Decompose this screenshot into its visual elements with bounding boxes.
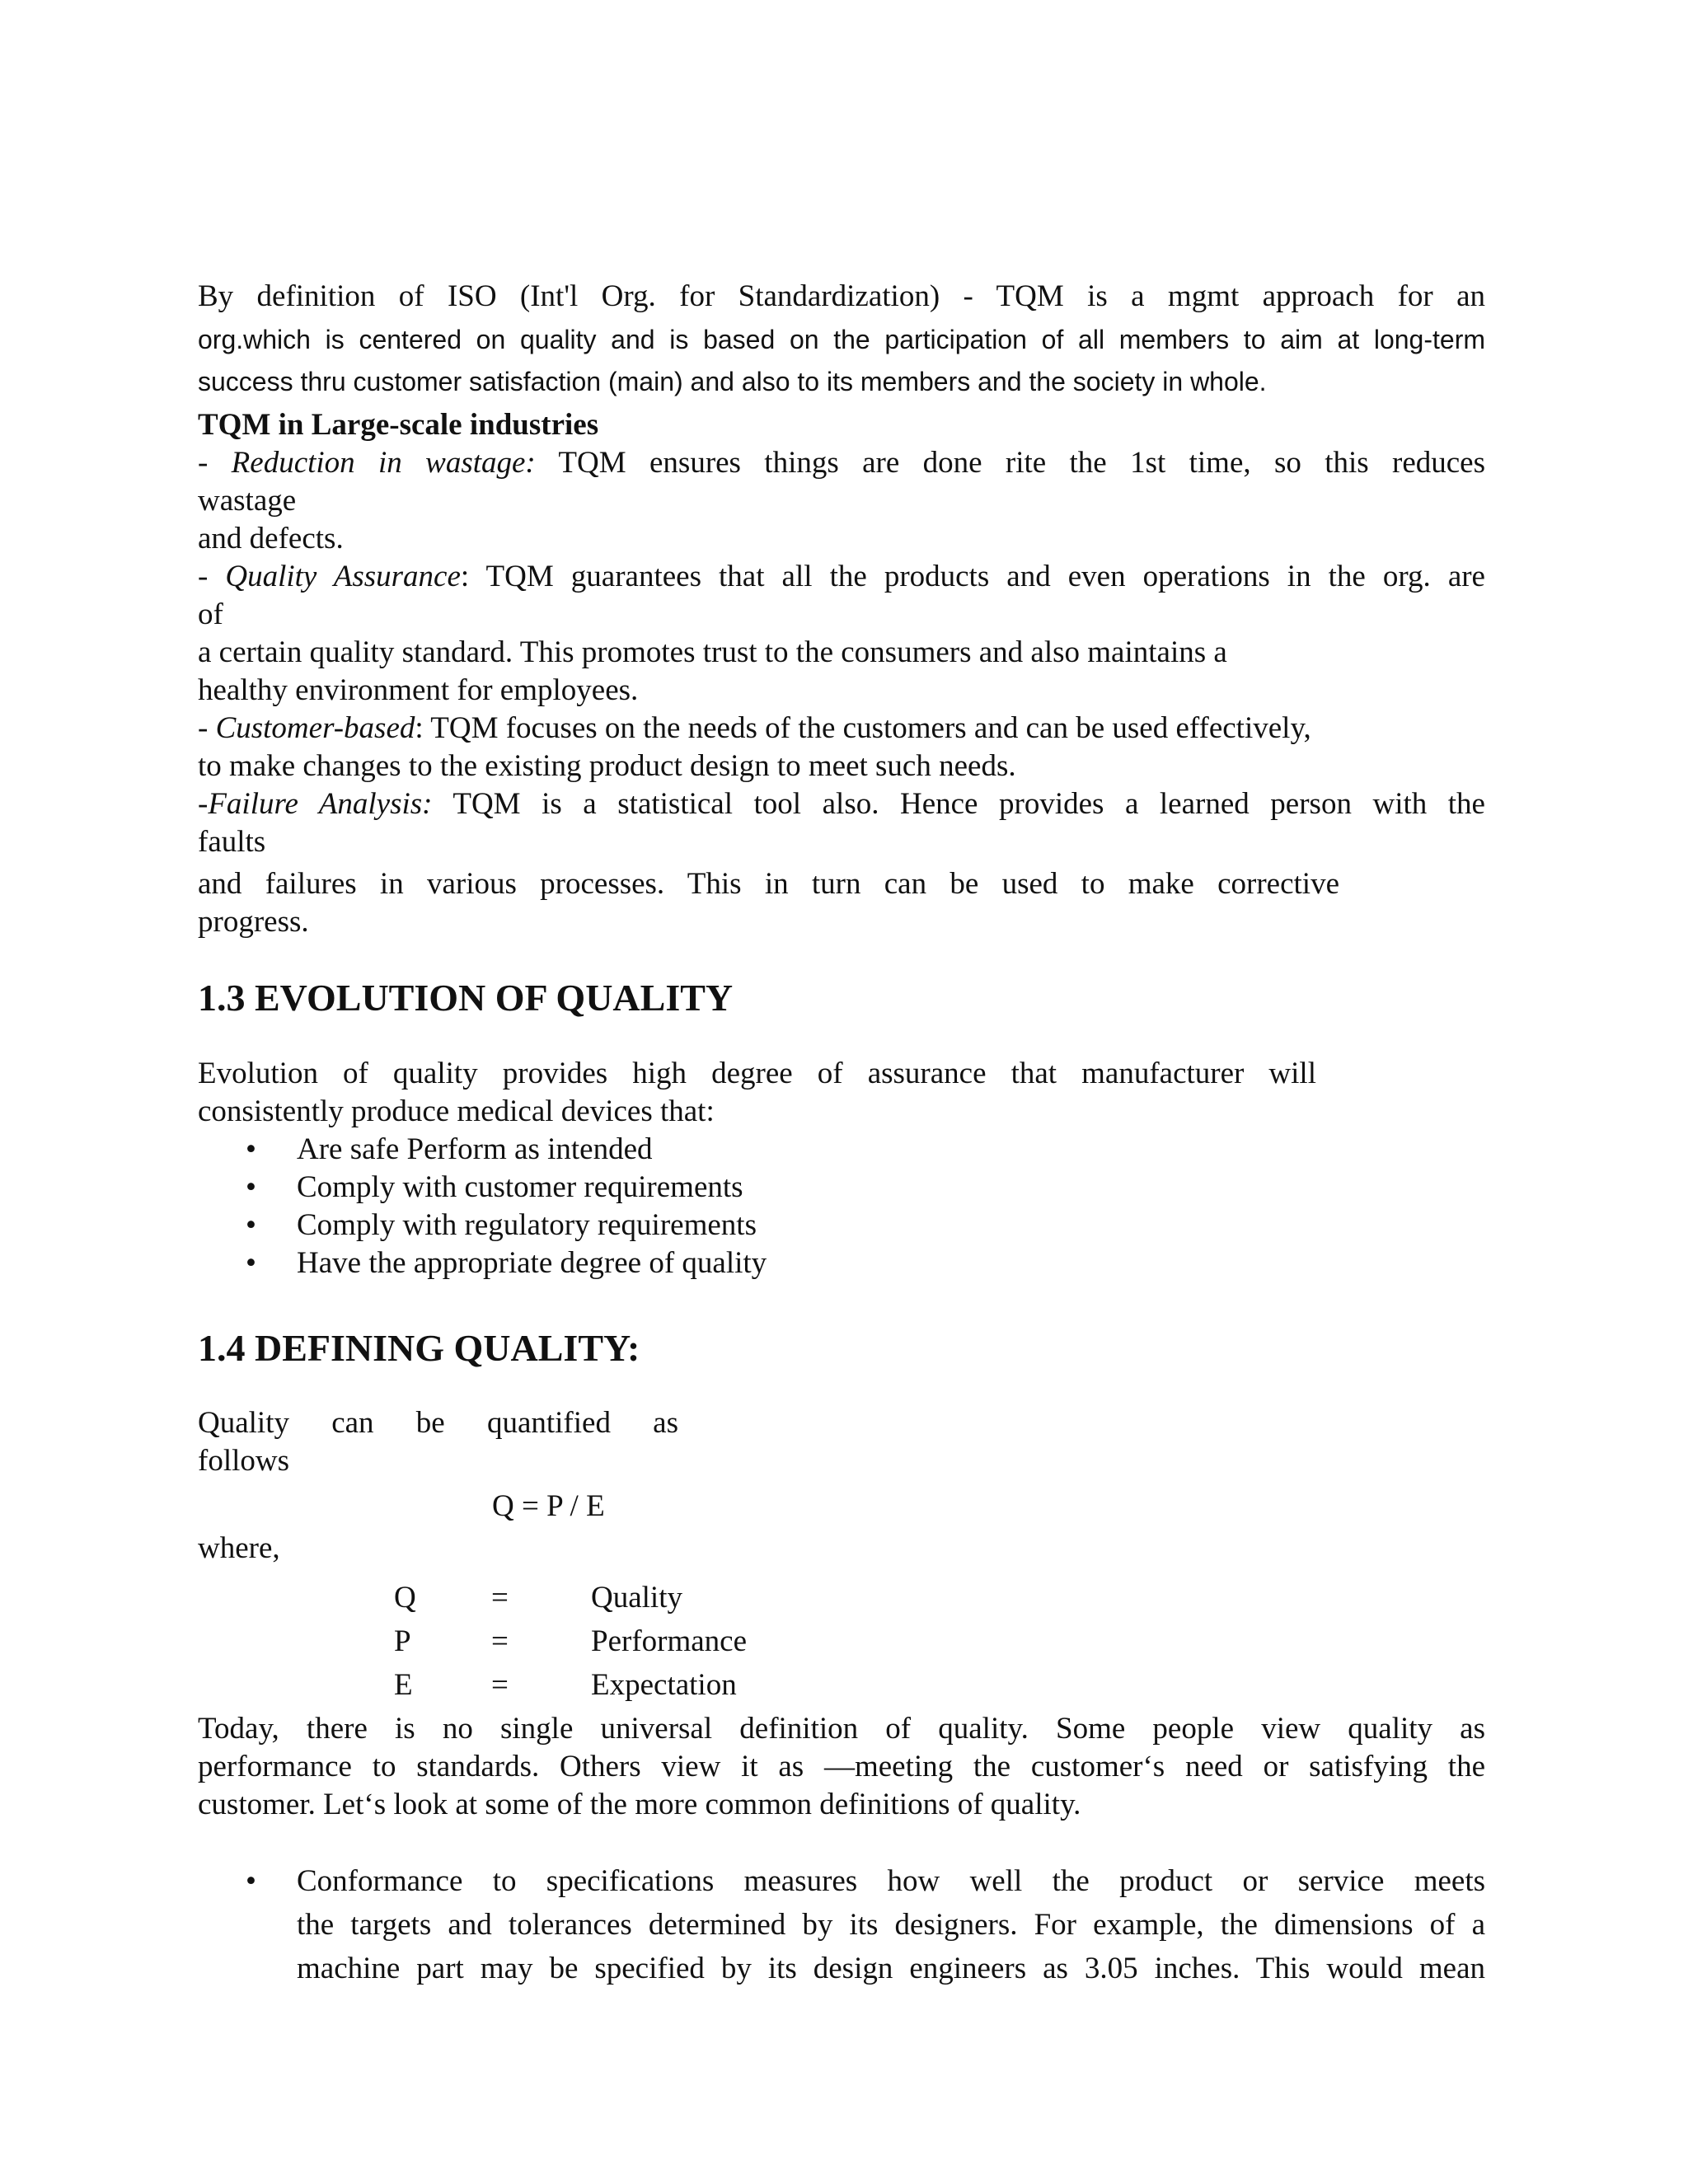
bullet-marker: •: [246, 1132, 256, 1166]
item-term: Customer-based: [215, 711, 415, 745]
item-text: TQM ensures things are done rite the 1st time, so this reduces: [535, 446, 1485, 480]
item-prefix: -: [198, 446, 232, 480]
bullet-marker: •: [246, 1170, 256, 1204]
list-item: • Comply with customer requirements: [198, 1169, 1485, 1207]
item-text: TQM is a statistical tool also. Hence provides a learned person with the: [432, 787, 1485, 821]
bullet-marker: •: [246, 1208, 256, 1242]
intro-line-2: org.which is centered on quality and is based on the participation of all members to aim at long-term: [198, 325, 1485, 354]
today-line-3: customer. Let‘s look at some of the more common definitions of quality.: [198, 1788, 1081, 1821]
tqm-item-customer-cont: to make changes to the existing product design to meet such needs.: [198, 749, 1016, 783]
item-text: : TQM focuses on the needs of the customers and can be used effectively,: [415, 711, 1311, 745]
item-text: : TQM guarantees that all the products and even operations in the org. are: [460, 560, 1485, 593]
tqm-item-assurance-cont-2: healthy environment for employees.: [198, 673, 639, 707]
section-1-3-heading: 1.3 EVOLUTION OF QUALITY: [198, 977, 734, 1019]
tqm-item-assurance-wrap: of: [198, 598, 223, 631]
tqm-item-failure-cont-1: and failures in various processes. This in turn can be used to make corrective: [198, 867, 1339, 901]
conformance-bullet-list: [198, 1859, 1485, 1990]
tqm-item-customer: [198, 710, 1485, 748]
intro-line-3: success thru customer satisfaction (main) and also to its members and the society in whole.: [198, 367, 1267, 396]
bullet-marker: •: [246, 1246, 256, 1280]
item-prefix: -: [198, 711, 216, 745]
item-term: Reduction in wastage:: [231, 446, 536, 480]
conformance-line-2: the targets and tolerances determined by its designers. For example, the dimensions of a: [297, 1908, 1485, 1942]
tqm-item-failure-cont-2: progress.: [198, 905, 309, 939]
quantified-line-1: Quality can be quantified as: [198, 1406, 678, 1440]
today-line-2: performance to standards. Others view it as ―meeting the customer‘s need or satisfying the: [198, 1750, 1485, 1783]
tqm-item-reduction: [198, 444, 1485, 482]
item-prefix: -: [198, 787, 209, 821]
tqm-item-assurance-cont-1: a certain quality standard. This promotes trust to the consumers and also maintains a: [198, 635, 1227, 669]
tqm-item-failure: [198, 785, 1485, 823]
item-term: Quality Assurance: [225, 560, 461, 593]
bullet-marker: •: [246, 1864, 256, 1898]
intro-line-1: By definition of ISO (Int'l Org. for Standardization) - TQM is a mgmt approach for an: [198, 279, 1485, 313]
definition-row-e: E = Expectation: [394, 1668, 737, 1702]
conformance-line-1: Conformance to specifications measures how well the product or service meets: [297, 1864, 1485, 1898]
definition-row-q: Q = Quality: [394, 1581, 682, 1615]
tqm-item-reduction-cont: and defects.: [198, 522, 344, 555]
list-item: • Comply with regulatory requirements: [198, 1207, 1485, 1244]
list-item: • Are safe Perform as intended: [198, 1131, 1485, 1169]
where-label: where,: [198, 1531, 280, 1565]
list-item: [198, 1859, 1485, 1990]
tqm-item-assurance: [198, 558, 1485, 596]
tqm-heading: TQM in Large-scale industries: [198, 408, 599, 442]
definition-row-p: P = Performance: [394, 1624, 748, 1658]
conformance-line-3: machine part may be specified by its design engineers as 3.05 inches. This would mean: [297, 1952, 1485, 1985]
today-line-1: Today, there is no single universal definition of quality. Some people view quality as: [198, 1712, 1485, 1746]
quantified-line-2: follows: [198, 1444, 289, 1478]
evolution-para-line-1: Evolution of quality provides high degree of assurance that manufacturer will: [198, 1057, 1316, 1090]
evolution-bullet-list: [198, 1131, 1485, 1282]
section-1-4-heading: 1.4 DEFINING QUALITY:: [198, 1327, 640, 1369]
tqm-item-failure-wrap: faults: [198, 825, 266, 859]
quality-formula: Q = P / E: [492, 1489, 605, 1523]
list-item: • Have the appropriate degree of quality: [198, 1244, 1485, 1282]
tqm-item-reduction-wrap: wastage: [198, 484, 297, 518]
item-term: Failure Analysis:: [208, 787, 433, 821]
evolution-para-line-2: consistently produce medical devices that:: [198, 1094, 715, 1128]
item-prefix: -: [198, 560, 226, 593]
